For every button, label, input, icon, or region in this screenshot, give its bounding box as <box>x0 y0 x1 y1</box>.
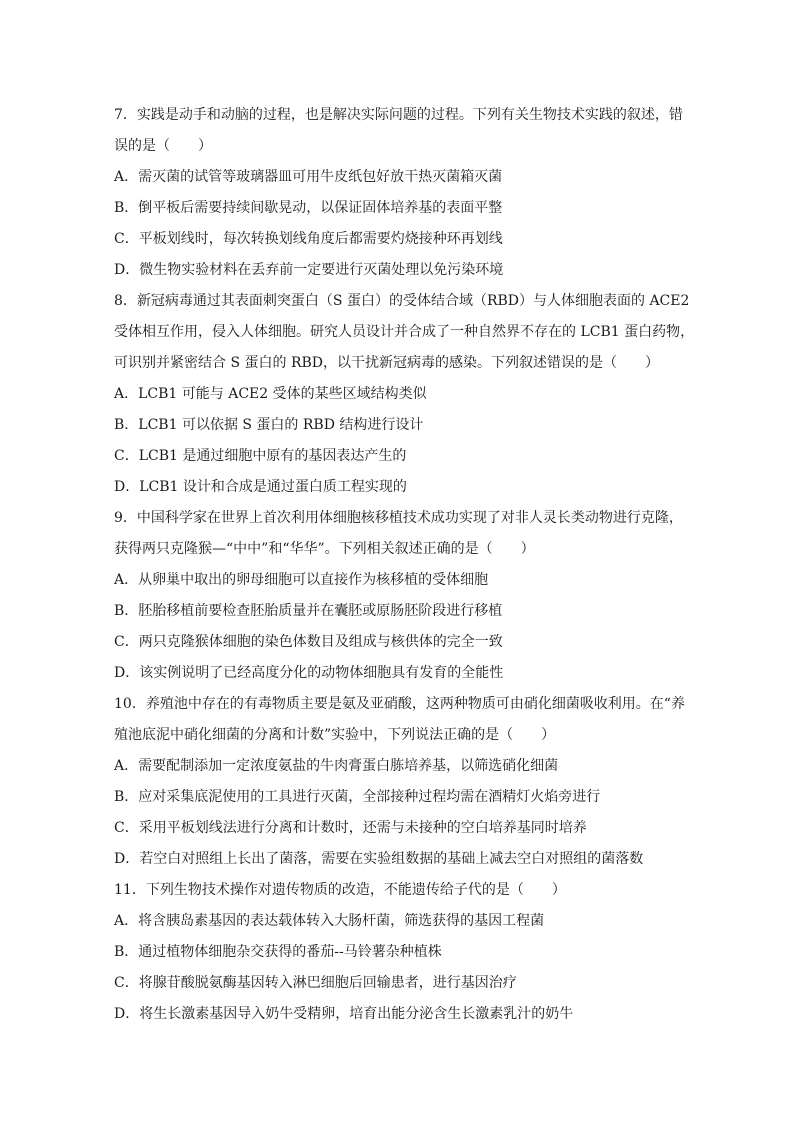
answer-option: C．将腺苷酸脱氨酶基因转入淋巴细胞后回输患者，进行基因治疗 <box>114 975 517 991</box>
answer-option: A．LCB1 可能与 ACE2 受体的某些区域结构类似 <box>114 386 427 402</box>
question-stem-line: 受体相互作用，侵入人体细胞。研究人员设计并合成了一种自然界不存在的 LCB1 蛋白药物， <box>114 324 695 340</box>
answer-option: B．应对采集底泥使用的工具进行灭菌，全部接种过程均需在酒精灯火焰旁进行 <box>114 789 601 805</box>
answer-option: D．微生物实验材料在丢弃前一定要进行灭菌处理以免污染环境 <box>114 262 504 278</box>
answer-option: D．LCB1 设计和合成是通过蛋白质工程实现的 <box>114 479 407 495</box>
question-stem-line: 11．下列生物技术操作对遗传物质的改造，不能遗传给子代的是（ ） <box>114 882 566 898</box>
answer-option: A．从卵巢中取出的卵母细胞可以直接作为核移植的受体细胞 <box>114 572 489 588</box>
answer-option: A．需要配制添加一定浓度氨盐的牛肉膏蛋白胨培养基，以筛选硝化细菌 <box>114 758 559 774</box>
question-stem-line: 获得两只克隆猴—“中中”和“华华”。下列相关叙述正确的是（ ） <box>114 541 535 557</box>
answer-option: D．该实例说明了已经高度分化的动物体细胞具有发育的全能性 <box>114 665 504 681</box>
question-stem-line: 可识别并紧密结合 S 蛋白的 RBD，以干扰新冠病毒的感染。下列叙述错误的是（ ） <box>114 355 659 371</box>
question-stem-line: 殖池底泥中硝化细菌的分离和计数”实验中，下列说法正确的是（ ） <box>114 727 556 743</box>
answer-option: C．LCB1 是通过细胞中原有的基因表达产生的 <box>114 448 407 464</box>
answer-option: C．两只克隆猴体细胞的染色体数目及组成与核供体的完全一致 <box>114 634 503 650</box>
answer-option: B．通过植物体细胞杂交获得的番茄--马铃薯杂种植株 <box>114 944 442 960</box>
answer-option: A．需灭菌的试管等玻璃器皿可用牛皮纸包好放干热灭菌箱灭菌 <box>114 169 503 185</box>
answer-option: B．LCB1 可以依据 S 蛋白的 RBD 结构进行设计 <box>114 417 424 433</box>
answer-option: A．将含胰岛素基因的表达载体转入大肠杆菌，筛选获得的基因工程菌 <box>114 913 545 929</box>
question-stem-line: 10．养殖池中存在的有毒物质主要是氨及亚硝酸，这两种物质可由硝化细菌吸收利用。在“养 <box>114 696 685 712</box>
answer-option: C．平板划线时，每次转换划线角度后都需要灼烧接种环再划线 <box>114 231 503 247</box>
answer-option: B．倒平板后需要持续间歇晃动，以保证固体培养基的表面平整 <box>114 200 503 216</box>
question-stem-line: 8．新冠病毒通过其表面刺突蛋白（S 蛋白）的受体结合域（RBD）与人体细胞表面的 ACE2 <box>114 293 690 309</box>
question-stem-line: 7．实践是动手和动脑的过程，也是解决实际问题的过程。下列有关生物技术实践的叙述，错 <box>114 107 683 123</box>
answer-option: D．将生长激素基因导入奶牛受精卵，培育出能分泌含生长激素乳汁的奶牛 <box>114 1006 574 1022</box>
answer-option: B．胚胎移植前要检查胚胎质量并在囊胚或原肠胚阶段进行移植 <box>114 603 503 619</box>
answer-option: C．采用平板划线法进行分离和计数时，还需与未接种的空白培养基同时培养 <box>114 820 587 836</box>
question-stem-line: 9．中国科学家在世界上首次利用体细胞核移植技术成功实现了对非人灵长类动物进行克隆， <box>114 510 683 526</box>
question-stem-line: 误的是（ ） <box>114 138 212 154</box>
answer-option: D．若空白对照组上长出了菌落，需要在实验组数据的基础上减去空白对照组的菌落数 <box>114 851 644 867</box>
